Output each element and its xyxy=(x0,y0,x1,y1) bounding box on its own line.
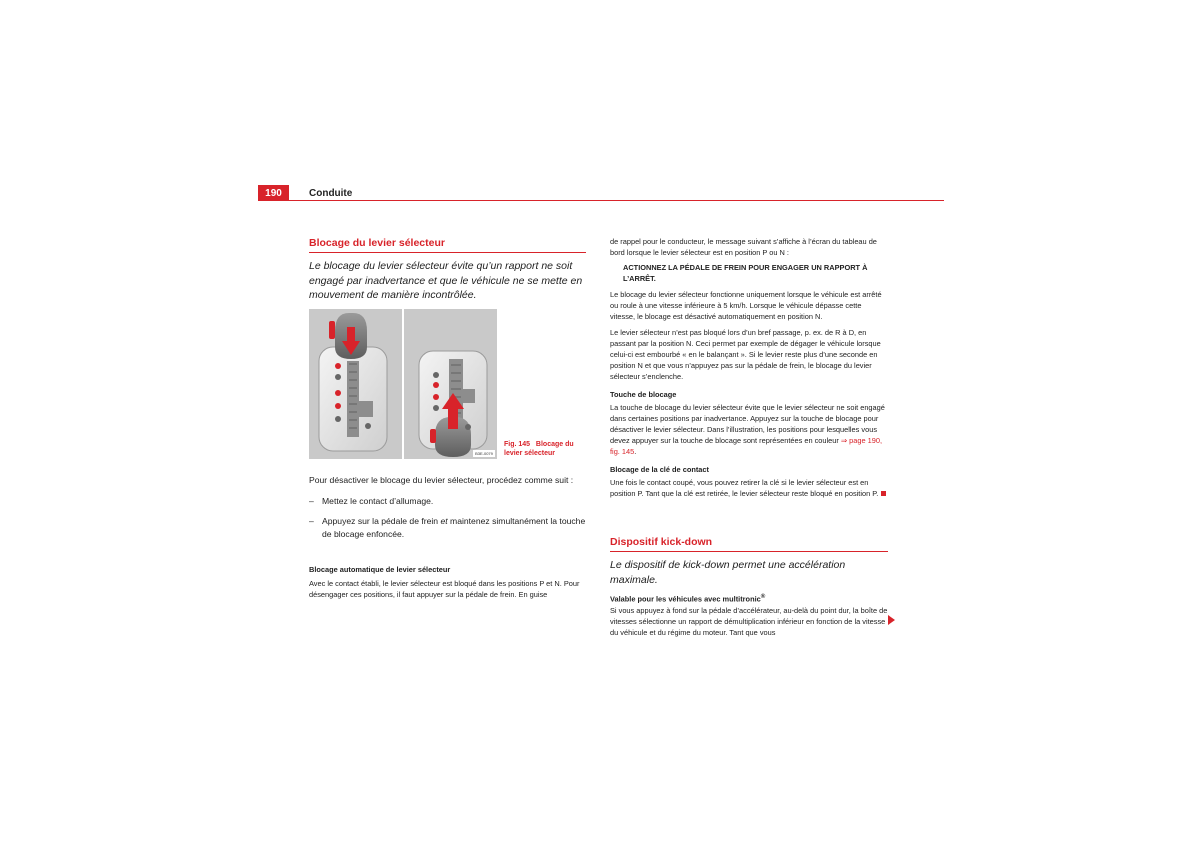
paragraph: Avec le contact établi, le levier sélecteur est bloqué dans les positions P et N. Pour désengager ces positions, il faut appuyer sur la pédale de frein. En guise xyxy=(309,579,580,599)
step-emphasis: et xyxy=(440,516,448,526)
paragraph-text: La touche de blocage du levier sélecteur évite que le levier sélecteur ne soit engagé dans certaines positions par inadvertance. Appuyez sur la touche de blocage pour désactiver le levier sélecteur. Dans l’illustration, les positions pour lesquelles vous devez appuyer sur la touche de blocage sont représentées en couleur xyxy=(610,403,885,445)
section-heading: Blocage du levier sélecteur xyxy=(309,237,445,249)
page-number: 190 xyxy=(258,185,289,201)
subheading: Blocage de la clé de contact xyxy=(610,465,709,474)
header-rule xyxy=(258,200,944,201)
paragraph-text: . xyxy=(634,447,637,456)
deactivation-block xyxy=(309,474,586,540)
paragraph: Le blocage du levier sélecteur fonctionne uniquement lorsque le véhicule est arrêté ou roule à une vitesse inférieure à 5 km/h. Lorsque le véhicule dépasse cette vitesse, le blocage est désactivé automatiquement en position N. xyxy=(610,290,882,321)
subheading-text: Valable pour les véhicules avec multitronic xyxy=(610,594,761,604)
paragraph: Si vous appuyez à fond sur la pédale d’accélérateur, au-delà du point dur, la boîte de vitesses sélectionne un rapport de démultiplication inférieur en fonction de la vitesse du véhicule et du régime du moteur. Tant que vous xyxy=(610,606,888,638)
section-rule xyxy=(309,252,586,253)
deactivation-intro: Pour désactiver le blocage du levier sélecteur, procédez comme suit : xyxy=(309,475,574,485)
step-text: maintenez simultanément la touche de blocage enfoncée. xyxy=(322,516,586,539)
paragraph: de rappel pour le conducteur, le message suivant s’affiche à l’écran du tableau de bord lorsque le levier sélecteur est en position P ou N : xyxy=(610,237,877,257)
subheading xyxy=(610,593,888,603)
paragraph xyxy=(610,402,888,457)
registered-mark: ® xyxy=(760,593,766,600)
step-text: Appuyez sur la pédale de frein xyxy=(322,516,441,526)
section-heading: Dispositif kick-down xyxy=(610,536,713,548)
step-item xyxy=(309,515,586,540)
section-lead: Le dispositif de kick-down permet une accélération maximale. xyxy=(610,559,846,586)
gear-selector-illustration xyxy=(309,309,497,459)
paragraph-text: Une fois le contact coupé, vous pouvez retirer la clé si le levier sélecteur est en position P. Tant que la clé est retirée, le levier sélecteur reste bloqué en position P. xyxy=(610,478,879,498)
step-list xyxy=(309,495,586,541)
column-2 xyxy=(610,236,888,499)
paragraph: Le levier sélecteur n’est pas bloqué lors d’un bref passage, p. ex. de R à D, en passant par la position N. Ceci permet par exemple de dégager le véhicule lorsque celui-ci est embourbé « en le balançant ». Si le levier reste plus d’une seconde en position N et que vous n’appuyez pas sur la pédale de frein, le blocage du levier sélecteur s’enclenche. xyxy=(610,328,881,381)
end-of-section-marker xyxy=(881,491,886,496)
section-blocage xyxy=(309,237,586,303)
paragraph xyxy=(610,477,888,499)
auto-lock-block xyxy=(309,564,586,600)
continue-arrow-icon xyxy=(888,615,895,625)
section-rule xyxy=(610,551,888,552)
step-item: – Mettez le contact d’allumage. xyxy=(309,495,586,508)
figure-code: B3E-0079 xyxy=(473,450,495,457)
section-kickdown xyxy=(610,536,888,638)
figure-selector-lever xyxy=(309,309,497,459)
subheading: Touche de blocage xyxy=(610,390,677,399)
cross-reference-link[interactable]: ⇒ page 190, fig. 145 xyxy=(610,436,883,456)
figure-caption-label: Fig. 145 xyxy=(504,441,531,448)
warning-message: ACTIONNEZ LA PÉDALE DE FREIN POUR ENGAGER UN RAPPORT À L’ARRÊT. xyxy=(623,263,868,283)
figure-caption xyxy=(504,440,586,458)
subheading: Blocage automatique de levier sélecteur xyxy=(309,565,451,574)
running-head: Conduite xyxy=(309,188,353,199)
figure-caption-text: Blocage du levier sélecteur xyxy=(504,441,574,457)
section-lead: Le blocage du levier sélecteur évite qu’un rapport ne soit engagé par inadvertance et que le véhicule ne se mette en mouvement de manière incontrôlée. xyxy=(309,260,583,301)
